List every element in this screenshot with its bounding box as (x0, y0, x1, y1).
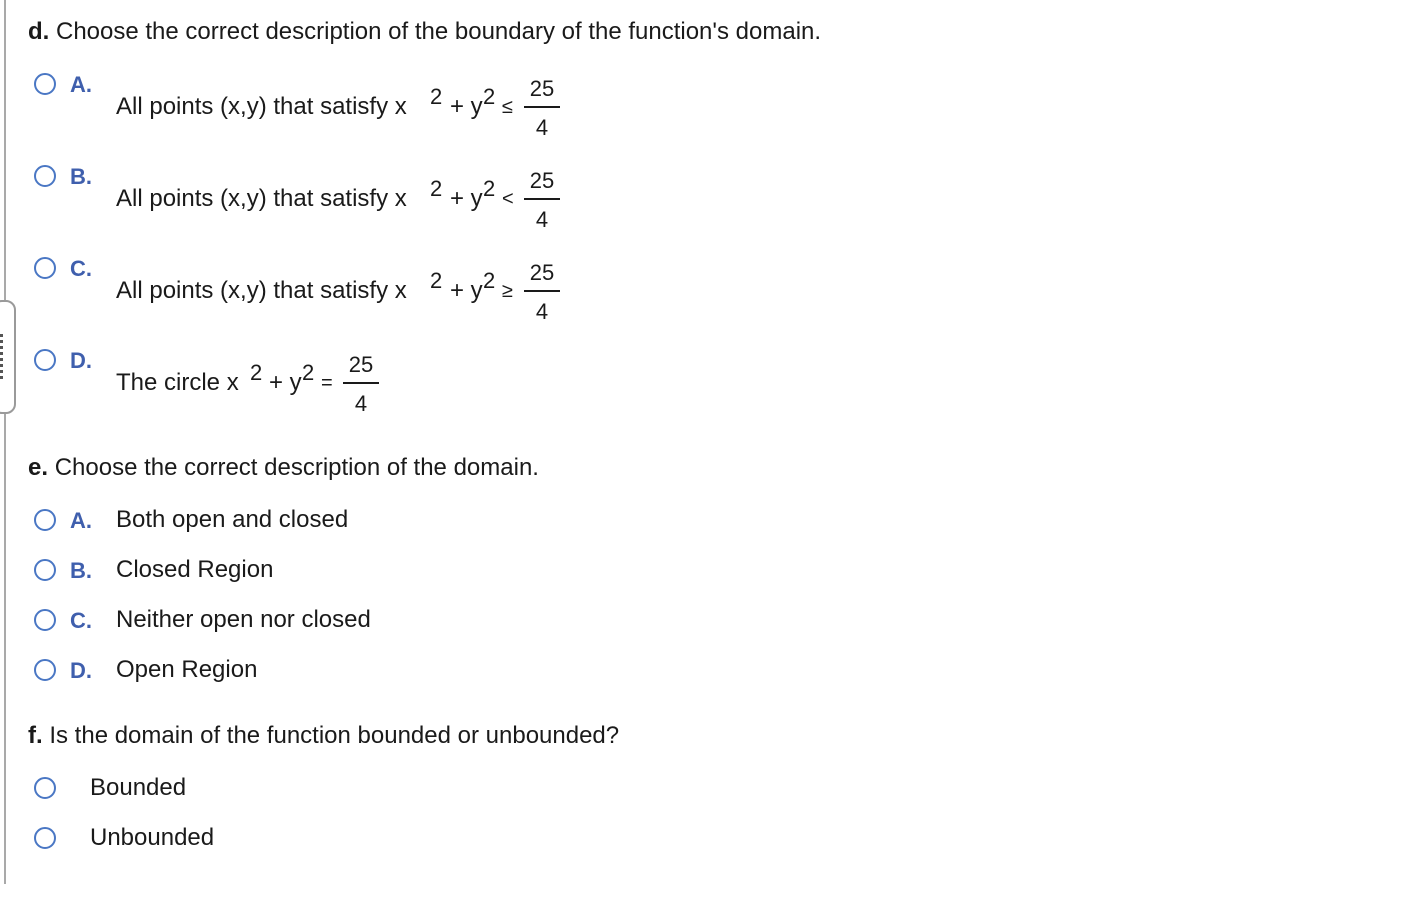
radio-d-b[interactable] (34, 165, 56, 187)
option-letter[interactable]: D. (70, 658, 92, 683)
option-letter[interactable]: A. (70, 508, 92, 533)
option-text[interactable]: Closed Region (116, 556, 274, 583)
exponent-y: 2 (302, 360, 315, 385)
plus-y: + y (450, 185, 483, 212)
option-text[interactable]: All points (x,y) that satisfy x (116, 93, 407, 120)
question-d-title (28, 18, 821, 46)
fraction-numerator: 25 (529, 168, 555, 193)
question-e-title (28, 454, 539, 482)
side-panel-handle[interactable] (0, 300, 16, 414)
fraction-bar (524, 106, 560, 108)
exponent-x: 2 (430, 84, 443, 109)
relation-symbol: ≥ (502, 280, 513, 302)
question-d-text: Choose the correct description of the boundary of the function's domain. (56, 18, 822, 45)
grip-dots-icon (0, 334, 3, 380)
question-f-title (28, 722, 619, 750)
question-e-text: Choose the correct description of the domain. (54, 454, 539, 481)
radio-f-bounded[interactable] (34, 777, 56, 799)
option-letter[interactable]: B. (70, 164, 92, 189)
radio-d-c[interactable] (34, 257, 56, 279)
fraction-denominator: 4 (535, 299, 549, 324)
fraction-numerator: 25 (529, 260, 555, 285)
radio-d-d[interactable] (34, 349, 56, 371)
relation-symbol: ≤ (502, 96, 513, 118)
radio-e-d[interactable] (34, 659, 56, 681)
fraction-bar (524, 198, 560, 200)
fraction-numerator: 25 (529, 76, 555, 101)
exponent-x: 2 (430, 268, 443, 293)
radio-f-unbounded[interactable] (34, 827, 56, 849)
relation-symbol: = (321, 372, 333, 394)
question-d-prefix: d. (28, 18, 50, 45)
exponent-y: 2 (483, 268, 496, 293)
exponent-x: 2 (430, 176, 443, 201)
option-text[interactable]: The circle x (116, 369, 239, 396)
left-border-rule (4, 0, 6, 884)
option-text[interactable]: All points (x,y) that satisfy x (116, 277, 407, 304)
fraction-bar (524, 290, 560, 292)
radio-e-c[interactable] (34, 609, 56, 631)
plus-y: + y (269, 369, 302, 396)
plus-y: + y (450, 93, 483, 120)
option-text[interactable]: Bounded (90, 774, 187, 801)
option-letter[interactable]: C. (70, 608, 92, 633)
option-text[interactable]: Open Region (116, 656, 258, 683)
option-text[interactable]: Unbounded (90, 824, 215, 851)
fraction-bar (343, 382, 379, 384)
radio-e-b[interactable] (34, 559, 56, 581)
fraction-numerator: 25 (348, 352, 374, 377)
option-text[interactable]: Both open and closed (116, 506, 349, 533)
exponent-x: 2 (250, 360, 263, 385)
radio-e-a[interactable] (34, 509, 56, 531)
relation-symbol: < (502, 188, 514, 210)
exponent-y: 2 (483, 176, 496, 201)
fraction-denominator: 4 (354, 391, 368, 416)
question-f-text: Is the domain of the function bounded or unbounded? (49, 722, 620, 749)
question-e-prefix: e. (28, 454, 49, 481)
fraction-denominator: 4 (535, 207, 549, 232)
plus-y: + y (450, 277, 483, 304)
option-letter[interactable]: B. (70, 558, 92, 583)
option-letter[interactable]: C. (70, 256, 92, 281)
option-text[interactable]: Neither open nor closed (116, 606, 371, 633)
option-text[interactable]: All points (x,y) that satisfy x (116, 185, 407, 212)
option-letter[interactable]: A. (70, 72, 92, 97)
exponent-y: 2 (483, 84, 496, 109)
option-letter[interactable]: D. (70, 348, 92, 373)
fraction-denominator: 4 (535, 115, 549, 140)
question-f-prefix: f. (28, 722, 43, 749)
radio-d-a[interactable] (34, 73, 56, 95)
